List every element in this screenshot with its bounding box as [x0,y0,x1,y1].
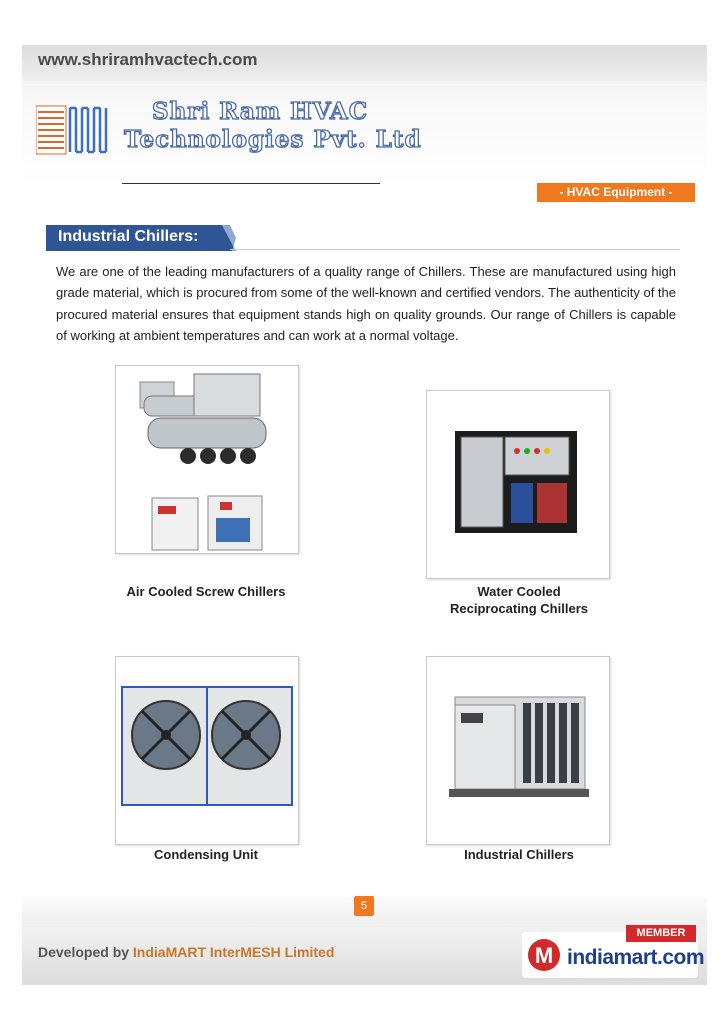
company-name-line1: Shri Ram HVAC [152,98,369,125]
logo-divider [122,183,380,184]
section-description: We are one of the leading manufacturers of a quality range of Chillers. These are manufactured using high grade material, which is procured from some of the well-known and certified vendors. The authenticity of the procured material ensures that equipment stands high on quality grounds. Our range of Chillers is capable of working at ambient temperatures and can work at a normal voltage. [56,264,676,343]
svg-text:M: M [534,943,554,968]
developer-credit [38,944,334,960]
caption-industrial-chillers: Industrial Chillers [464,847,574,862]
product-image-water-cooled-reciprocating-chillers[interactable] [426,390,610,579]
company-logo-icon [36,104,122,156]
developer-company-link[interactable]: IndiaMART InterMESH Limited [132,944,335,960]
category-badge: - HVAC Equipment - [537,183,695,202]
caption-water-cooled-reciprocating-chillers [423,583,615,617]
indiamart-brand-text[interactable]: indiamart.com [567,946,705,969]
caption-line-2: Reciprocating Chillers [450,601,588,616]
section-title: Industrial Chillers: [58,228,199,245]
section-rule [230,249,680,250]
product-image-condensing-unit[interactable] [115,656,299,845]
product-image-industrial-chillers[interactable] [426,656,610,845]
developed-by-label: Developed by [38,944,130,960]
caption-line-1: Water Cooled [477,584,561,599]
caption-air-cooled-screw-chillers: Air Cooled Screw Chillers [126,584,286,599]
page-number: 5 [354,896,374,916]
product-image-air-cooled-screw-chillers[interactable] [115,365,299,554]
caption-condensing-unit: Condensing Unit [154,847,258,862]
website-url[interactable]: www.shriramhvactech.com [38,50,258,69]
company-name [124,98,422,154]
member-badge: MEMBER [626,925,696,942]
company-name-line2: Technologies Pvt. Ltd [124,126,422,153]
